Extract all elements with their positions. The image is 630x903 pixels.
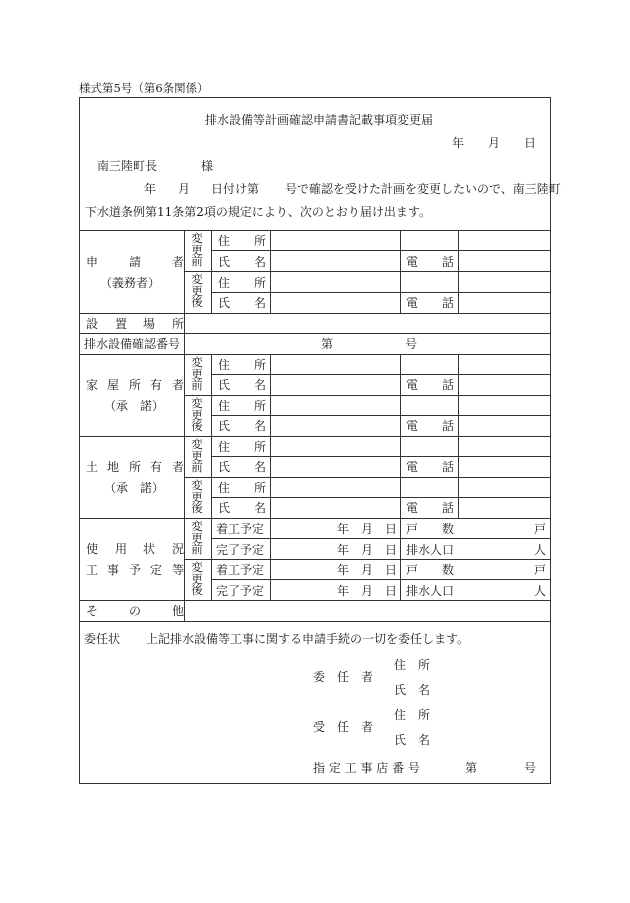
addressee-honorific: 様	[201, 159, 214, 173]
usage-before-household-unit: 戸	[534, 522, 547, 536]
land-after-phone-2: 話	[442, 501, 455, 515]
house-before-name-1: 氏	[218, 378, 231, 392]
rule-other-bottom	[79, 621, 551, 622]
applicant-title-2: 請	[129, 255, 142, 269]
house-owner-title-4: 有	[150, 378, 163, 392]
rule-table-top	[79, 230, 551, 231]
usage-after-household-2: 数	[442, 563, 455, 577]
rule-title-column	[184, 230, 185, 621]
land-after-label: 変更後	[191, 478, 203, 515]
delegation-text: 上記排水設備等工事に関する申請手続の一切を委任します。	[146, 632, 470, 646]
house-owner-title-2: 屋	[107, 378, 120, 392]
land-before-phone-2: 話	[442, 460, 455, 474]
rule-row-land-2	[184, 477, 551, 478]
house-after-label: 変更後	[191, 396, 203, 433]
usage-after-people-unit: 人	[534, 584, 547, 598]
usage-before-start-year: 年	[337, 522, 350, 536]
confirm-number-dai: 第	[321, 337, 334, 351]
date-day-label: 日	[524, 136, 537, 150]
applicant-subtitle: （義務者）	[100, 276, 161, 290]
usage-title-2c: 予	[129, 563, 142, 577]
other-title-1: そ	[86, 604, 99, 618]
applicant-before-label: 変更前	[191, 231, 203, 268]
applicant-after-label: 変更後	[191, 272, 203, 309]
usage-after-label: 変更後	[191, 560, 203, 597]
other-title-3: 他	[172, 604, 185, 618]
house-owner-title-5: 者	[172, 378, 185, 392]
applicant-before-name-1: 氏	[218, 255, 231, 269]
rule-row-applicant-2	[184, 271, 551, 272]
rule-applicant-bottom	[79, 313, 551, 314]
land-before-name-1: 氏	[218, 460, 231, 474]
house-before-name-2: 名	[254, 378, 267, 392]
land-owner-title-5: 者	[172, 460, 185, 474]
delegatee-label: 受 任 者	[313, 720, 374, 734]
house-before-address-2: 所	[254, 358, 267, 372]
contractor-number-dai: 第	[465, 761, 478, 775]
applicant-after-address-2: 所	[254, 276, 267, 290]
location-title-1: 設	[86, 317, 99, 331]
rule-row-applicant-1	[211, 250, 551, 251]
date-month-label: 月	[488, 136, 501, 150]
applicant-after-name-2: 名	[254, 296, 267, 310]
house-after-name-2: 名	[254, 419, 267, 433]
land-after-address-2: 所	[254, 481, 267, 495]
usage-title-2b: 事	[107, 563, 120, 577]
usage-before-people-unit: 人	[534, 543, 547, 557]
usage-before-drain-people: 排水人口	[406, 543, 455, 557]
usage-after-finish-month: 月	[361, 584, 374, 598]
land-after-name-2: 名	[254, 501, 267, 515]
rule-land-bottom	[79, 518, 551, 519]
intro-day-ref: 日付け第	[211, 182, 260, 196]
land-before-address-1: 住	[218, 440, 231, 454]
rule-location-bottom	[79, 333, 551, 334]
usage-before-finish-year: 年	[337, 543, 350, 557]
land-after-address-1: 住	[218, 481, 231, 495]
rule-row-usage-2	[184, 559, 551, 560]
house-after-phone-2: 話	[442, 419, 455, 433]
land-owner-title-3: 所	[129, 460, 142, 474]
house-before-address-1: 住	[218, 358, 231, 372]
applicant-before-address-1: 住	[218, 234, 231, 248]
location-title-2: 置	[115, 317, 128, 331]
rule-row-usage-1	[211, 538, 551, 539]
rule-confirm-bottom	[79, 354, 551, 355]
delegatee-address-label: 住 所	[394, 708, 431, 722]
applicant-after-name-1: 氏	[218, 296, 231, 310]
form-number: 様式第5号（第6条関係）	[79, 81, 209, 95]
house-before-phone-1: 電	[406, 378, 419, 392]
location-title-3: 場	[143, 317, 156, 331]
land-after-phone-1: 電	[406, 501, 419, 515]
delegator-label: 委 任 者	[313, 670, 374, 684]
usage-title-2a: 工	[86, 563, 99, 577]
usage-before-finish-label: 完了予定	[216, 543, 265, 557]
land-owner-title-2: 地	[107, 460, 120, 474]
rule-row-house-1	[211, 374, 551, 375]
rule-row-land-3	[211, 497, 551, 498]
house-after-phone-1: 電	[406, 419, 419, 433]
house-owner-title-3: 所	[129, 378, 142, 392]
usage-before-start-label: 着工予定	[216, 522, 265, 536]
usage-before-household-1: 戸	[406, 522, 419, 536]
usage-title-2e: 等	[172, 563, 185, 577]
document-title: 排水設備等計画確認申請書記載事項変更届	[205, 113, 434, 127]
usage-before-finish-month: 月	[361, 543, 374, 557]
applicant-before-name-2: 名	[254, 255, 267, 269]
other-title-2: の	[129, 604, 142, 618]
house-owner-title-1: 家	[86, 378, 99, 392]
usage-title-1a: 使	[86, 542, 99, 556]
rule-house-bottom	[79, 436, 551, 437]
rule-row-house-2	[184, 395, 551, 396]
addressee-name: 南三陸町長	[97, 159, 158, 173]
house-before-phone-2: 話	[442, 378, 455, 392]
rule-value-column-2	[458, 354, 459, 518]
contractor-number-go: 号	[524, 761, 537, 775]
applicant-title-3: 者	[172, 255, 185, 269]
house-after-address-1: 住	[218, 399, 231, 413]
usage-after-drain-people: 排水人口	[406, 584, 455, 598]
usage-before-finish-day: 日	[385, 543, 398, 557]
usage-before-start-day: 日	[385, 522, 398, 536]
house-before-label: 変更前	[191, 355, 203, 392]
land-before-name-2: 名	[254, 460, 267, 474]
confirm-number-go: 号	[405, 337, 418, 351]
intro-line-2: 下水道条例第11条第2項の規定により、次のとおり届け出ます。	[85, 205, 431, 219]
land-owner-title-4: 有	[150, 460, 163, 474]
land-before-label: 変更前	[191, 437, 203, 474]
land-before-phone-1: 電	[406, 460, 419, 474]
house-owner-subtitle: （承 諾）	[104, 399, 165, 413]
land-after-name-1: 氏	[218, 501, 231, 515]
usage-title-2d: 定	[150, 563, 163, 577]
applicant-title-1: 申	[86, 255, 99, 269]
usage-before-household-2: 数	[442, 522, 455, 536]
location-title-4: 所	[172, 317, 185, 331]
usage-title-1c: 状	[143, 542, 156, 556]
confirm-number-title: 排水設備確認番号	[84, 337, 181, 351]
usage-title-1d: 況	[172, 542, 185, 556]
land-before-address-2: 所	[254, 440, 267, 454]
usage-after-finish-label: 完了予定	[216, 584, 265, 598]
rule-row-land-1	[211, 456, 551, 457]
usage-after-start-day: 日	[385, 563, 398, 577]
contractor-number-label: 指 定 工 事 店 番 号	[313, 761, 420, 775]
rule-row-usage-3	[211, 579, 551, 580]
applicant-before-phone-2: 話	[442, 255, 455, 269]
rule-usage-bottom	[79, 600, 551, 601]
usage-before-label: 変更前	[191, 519, 203, 556]
usage-after-start-year: 年	[337, 563, 350, 577]
date-year-label: 年	[452, 136, 465, 150]
intro-number-ref: 号で確認を受けた計画を変更したいので、南三陸町	[285, 182, 561, 196]
delegatee-name-label: 氏 名	[394, 733, 431, 747]
usage-after-start-month: 月	[361, 563, 374, 577]
applicant-after-phone-1: 電	[406, 296, 419, 310]
applicant-before-address-2: 所	[254, 234, 267, 248]
applicant-before-phone-1: 電	[406, 255, 419, 269]
applicant-after-address-1: 住	[218, 276, 231, 290]
intro-year: 年	[144, 182, 157, 196]
house-after-address-2: 所	[254, 399, 267, 413]
usage-after-finish-day: 日	[385, 584, 398, 598]
delegator-address-label: 住 所	[394, 658, 431, 672]
usage-after-household-unit: 戸	[534, 563, 547, 577]
land-owner-subtitle: （承 諾）	[104, 481, 165, 495]
delegation-title: 委任状	[84, 632, 121, 646]
land-owner-title-1: 土	[86, 460, 99, 474]
house-after-name-1: 氏	[218, 419, 231, 433]
applicant-after-phone-2: 話	[442, 296, 455, 310]
usage-after-finish-year: 年	[337, 584, 350, 598]
usage-before-start-month: 月	[361, 522, 374, 536]
usage-title-1b: 用	[115, 542, 128, 556]
intro-month: 月	[178, 182, 191, 196]
rule-row-house-3	[211, 415, 551, 416]
delegator-name-label: 氏 名	[394, 683, 431, 697]
usage-after-start-label: 着工予定	[216, 563, 265, 577]
usage-after-household-1: 戸	[406, 563, 419, 577]
rule-row-applicant-3	[211, 292, 551, 293]
